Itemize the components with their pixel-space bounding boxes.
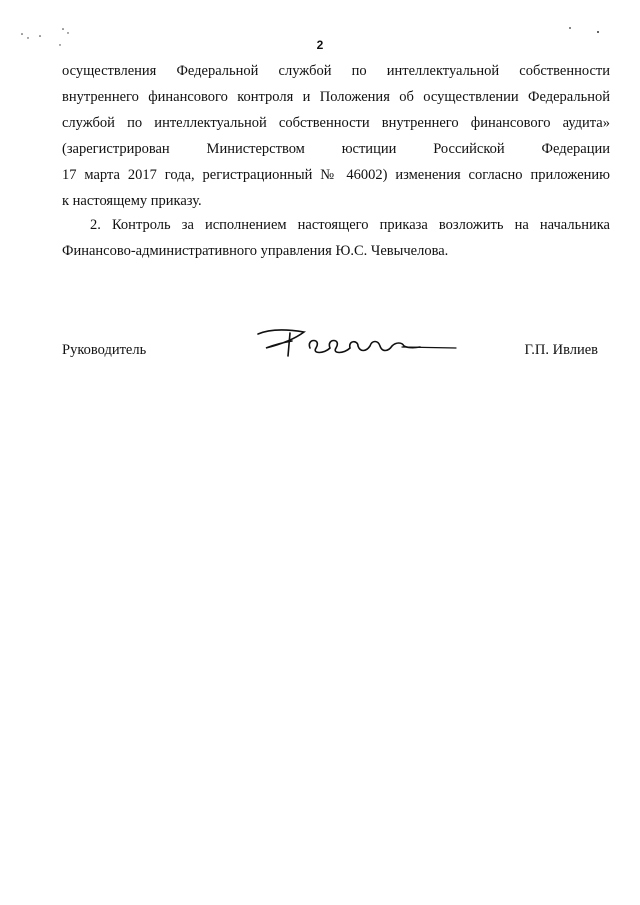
paragraph-1-line: внутреннего финансового контроля и Положения об осуществлении Федеральной (62, 89, 610, 105)
paragraph-1 (62, 58, 610, 214)
paragraph-2 (62, 212, 610, 264)
paragraph-2-line: 2. Контроль за исполнением настоящего приказа возложить на начальника (90, 217, 610, 233)
paragraph-1-line: 17 марта 2017 года, регистрационный № 46002) изменения согласно приложению (62, 167, 610, 183)
signature-block (62, 338, 610, 368)
paragraph-2-line: Финансово-административного управления Ю.С. Чевычелова. (62, 243, 449, 259)
paragraph-1-line: осуществления Федеральной службой по интеллектуальной собственности (62, 63, 610, 79)
signatory-title: Руководитель (62, 342, 147, 358)
paragraph-1-line: (зарегистрирован Министерством юстиции Российской Федерации (62, 141, 610, 157)
paragraph-1-line: службой по интеллектуальной собственности внутреннего финансового аудита» (62, 115, 610, 131)
signatory-name: Г.П. Ивлиев (524, 342, 598, 358)
page-number: 2 (316, 38, 324, 52)
paragraph-1-line: к настоящему приказу. (62, 193, 202, 209)
handwritten-signature-icon (252, 324, 462, 364)
